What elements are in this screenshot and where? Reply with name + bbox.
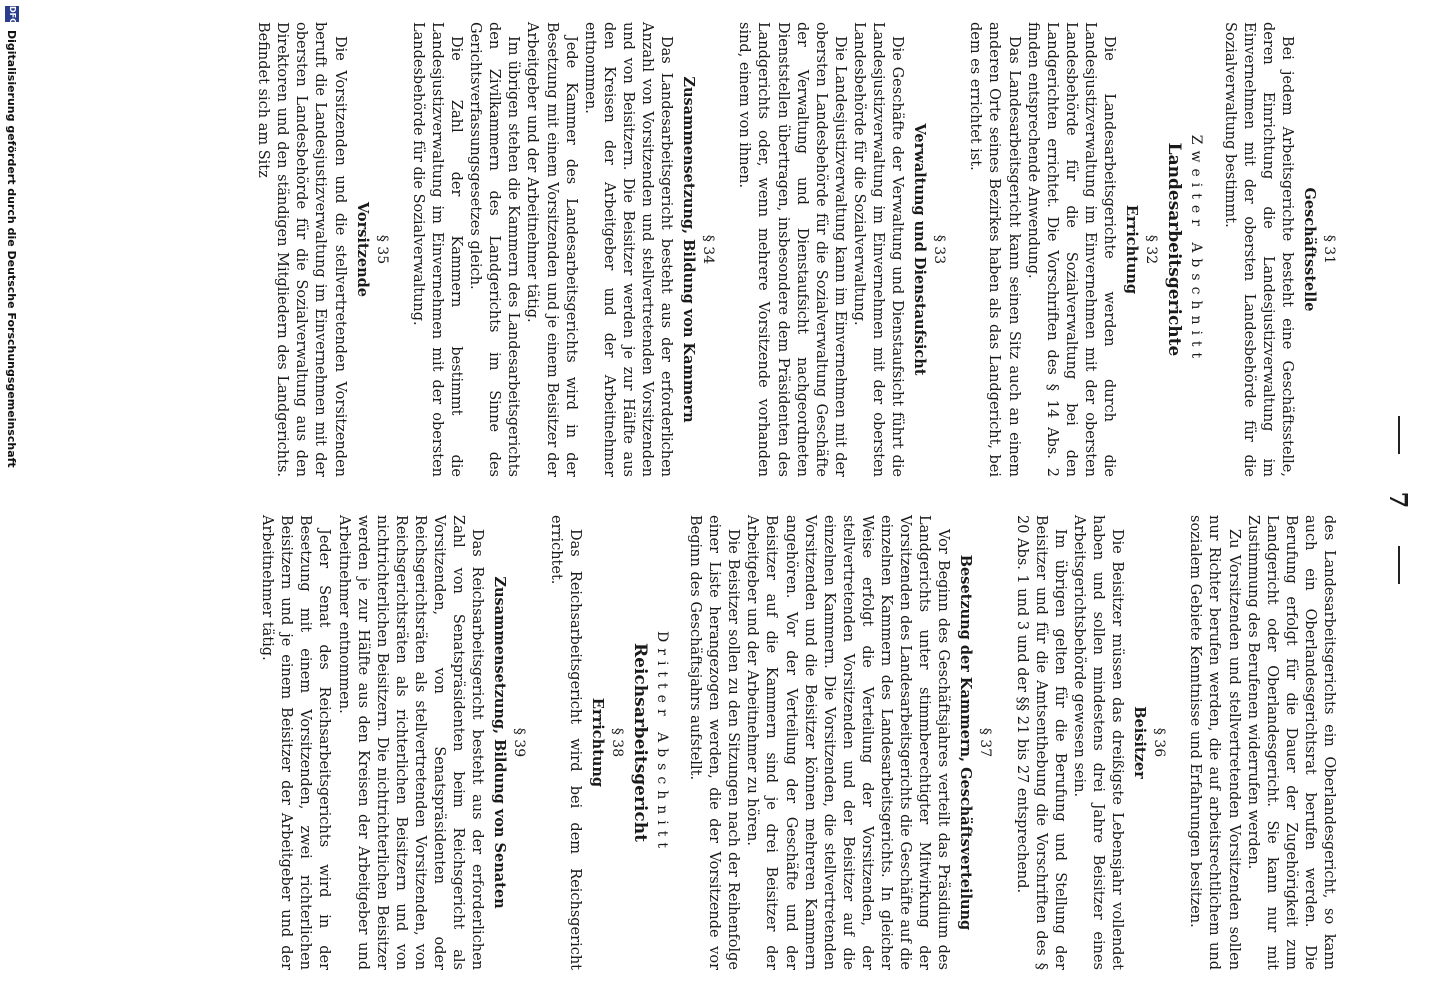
digitization-credit: Digitalisierung gefördert durch die Deutsche Forschungsgemeinschaft xyxy=(5,30,19,468)
page-number: 7 xyxy=(1384,491,1414,509)
paragraph: Die Landesjustizverwaltung kann im Einvernehmen mit der obersten Landesbehörde für die Sozialverwaltung Geschäfte der Verwaltung und Dienstaufsicht nachgeordneten Dienststellen übertragen, insbesondere dem Präsidenten des Landgerichts oder, wenn mehrere Vorsitzende vorhanden sind, einem von ihnen. xyxy=(736,22,848,477)
paragraph: Die Vorsitzenden und die stellvertretenden Vorsitzenden beruft die Landesjustizverwaltung im Einvernehmen mit der obersten Landesbehörde für die Sozialverwaltung aus den Direktoren und den ständigen Mitgliedern des Landgerichts. Befindet sich am Sitz xyxy=(255,22,348,477)
paragraph: Das Reichsarbeitsgericht besteht aus der erforderlichen Zahl von Senatspräsidenten beim Reichsgericht als Vorsitzenden, von Senatspräsidenten oder Reichsgerichtsräten als stellvertretenden Vorsitzenden, von Reichsgerichtsräten als richterlichen Beisitzern und von nichtrichterlichen Beisitzern. Die nichtrichterlichen Beisitzer werden je zur Hälfte aus den Kreisen der Arbeitgeber und Arbeitnehmer entnommen. xyxy=(335,515,486,970)
section-number: § 35 xyxy=(373,234,390,265)
paragraph: Die Zahl der Kammern bestimmt die Landesjustizverwaltung im Einvernehmen mit der obersten Landesbehörde für die Sozialverwaltung. xyxy=(409,22,465,477)
paragraph: Jeder Senat des Reichsarbeitsgerichts wird in der Besetzung mit einem Vorsitzenden, zwei richterlichen Beisitzern und je einem Beisitzer der Arbeitgeber und der Arbeitnehmer tätig. xyxy=(259,515,333,970)
right-column xyxy=(257,515,1338,970)
dfg-logo: DFG xyxy=(5,6,19,22)
paragraph: Bei jedem Arbeitsgerichte besteht eine Geschäftsstelle, deren Einrichtung die Landesjustizverwaltung im Einvernehmen mit der obersten Landesbehörde für die Sozialverwaltung bestimmt. xyxy=(1221,22,1295,477)
section-heading: Beisitzer xyxy=(1131,706,1149,779)
paragraph: Das Landesarbeitsgericht besteht aus der erforderlichen Anzahl von Vorsitzenden und stellvertretenden Vorsitzenden und von Beisitzern. Die Beisitzer werden je zur Hälfte aus den Kreisen der Arbeitgeber und der Arbeitnehmer entnommen. xyxy=(581,22,675,477)
paragraph: Vor Beginn des Geschäftsjahres verteilt das Präsidium des Landgerichts unter stimmberechtigter Mitwirkung der Vorsitzenden des Landesarbeitsgerichts die Geschäfte auf die einzelnen Kammern des Landesarbeitsgerichts. In gleicher Weise erfolgt die Verteilung der Vorsitzenden, der stellvertretenden Vorsitzenden und der Beisitzer auf die einzelnen Kammern. Die Vorsitzenden, die stellvertretenden Vorsitzenden und die Beisitzer können mehreren Kammern angehören. Vor der Verteilung der Geschäfte und der Beisitzer auf die Kammern sind je drei Beisitzer der Arbeitgeber und der Arbeitnehmer zu hören. xyxy=(744,515,952,970)
section-number: § 38 xyxy=(608,727,625,758)
paragraph: Im übrigen gelten für die Berufung und Stellung der Beisitzer und für die Amtsenthebung die Vorschriften des § 20 Abs. 1 und 3 und der §§ 21 bis 27 entsprechend. xyxy=(1013,515,1068,970)
part-title: Reichsarbeitsgericht xyxy=(629,643,650,842)
section-heading: Errichtung xyxy=(1123,204,1141,295)
paragraph: des Landesarbeitsgerichts ein Oberlandesgericht, so kann auch ein Oberlandesgerichtsrat berufen werden. Die Berufung erfolgt für die Dauer der Zugehörigkeit zum Landgericht oder Oberlandesgericht. Sie kann nur mit Zustimmung des Berufenen widerrufen werden. xyxy=(1244,515,1337,970)
header-dash-right xyxy=(1398,546,1400,584)
digitization-footer xyxy=(2,0,22,1000)
paragraph: Im übrigen stehen die Kammern des Landesarbeitsgerichts den Zivilkammern des Landgerichts im Sinne des Gerichtsverfassungsgesetzes gleich. xyxy=(467,22,522,477)
part-title: Landesarbeitsgerichte xyxy=(1164,142,1185,357)
section-heading: Zusammensetzung, Bildung von Kammern xyxy=(680,76,698,423)
section-heading: Errichtung xyxy=(588,697,606,788)
header-dash-left xyxy=(1398,416,1400,454)
part-label: Dritter Abschnitt xyxy=(654,631,670,854)
section-number: § 36 xyxy=(1151,727,1168,758)
section-heading: Zusammensetzung, Bildung von Senaten xyxy=(491,576,509,909)
paragraph: Die Beisitzer sollen zu den Sitzungen nach der Reihenfolge einer Liste herangezogen werden, die der Vorsitzende vor Beginn des Geschäftsjahrs aufstellt. xyxy=(687,515,742,970)
page-header xyxy=(1364,0,1434,1000)
section-heading: Besetzung der Kammern, Geschäftsverteilung xyxy=(957,554,975,931)
paragraph: Die Landesarbeitsgerichte werden durch die Landesjustizverwaltung im Einvernehmen mit der obersten Landesbehörde für die Sozialverwaltung bei den Landgerichten errichtet. Die Vorschriften des § 14 Abs. 2 finden entsprechende Anwendung. xyxy=(1024,22,1118,477)
paragraph: Jede Kammer des Landesarbeitsgerichts wird in der Besetzung mit einem Vorsitzenden und je einem Beisitzer der Arbeitgeber und der Arbeitnehmer tätig. xyxy=(524,22,579,477)
paragraph: Zu Vorsitzenden und stellvertretenden Vorsitzenden sollen nur Richter berufen werden, die auf arbeitsrechtlichem und sozialem Gebiete Kenntnisse und Erfahrungen besitzen. xyxy=(1187,515,1242,970)
paragraph: Das Reichsarbeitsgericht wird bei dem Reichsgericht errichtet. xyxy=(547,515,583,970)
section-number: § 31 xyxy=(1321,234,1337,265)
section-heading: Geschäftsstelle xyxy=(1300,187,1318,312)
section-heading: Verwaltung und Dienstaufsicht xyxy=(911,123,929,376)
section-number: § 32 xyxy=(1143,234,1160,265)
section-heading: Vorsitzende xyxy=(353,202,371,297)
section-number: § 33 xyxy=(931,234,948,265)
paragraph: Die Geschäfte der Verwaltung und Dienstaufsicht führt die Landesjustizverwaltung im Einvernehmen mit der obersten Landesbehörde für die Sozialverwaltung. xyxy=(850,22,906,477)
paragraph: Die Beisitzer müssen das dreißigste Lebensjahr vollendet haben und sollen mindestens drei Jahre Beisitzer eines Arbeitsgerichtsbehörde gewesen sein. xyxy=(1070,515,1126,970)
section-number: § 34 xyxy=(700,234,717,265)
section-number: § 39 xyxy=(511,727,528,758)
part-label: Zweiter Abschnitt xyxy=(1188,134,1205,365)
paragraph: Das Landesarbeitsgericht kann seinen Sitz auch an einem anderen Orte seines Bezirkes haben als das Landgericht, bei dem es errichtet ist. xyxy=(967,22,1022,477)
section-number: § 37 xyxy=(977,727,994,758)
left-column xyxy=(253,22,1338,477)
